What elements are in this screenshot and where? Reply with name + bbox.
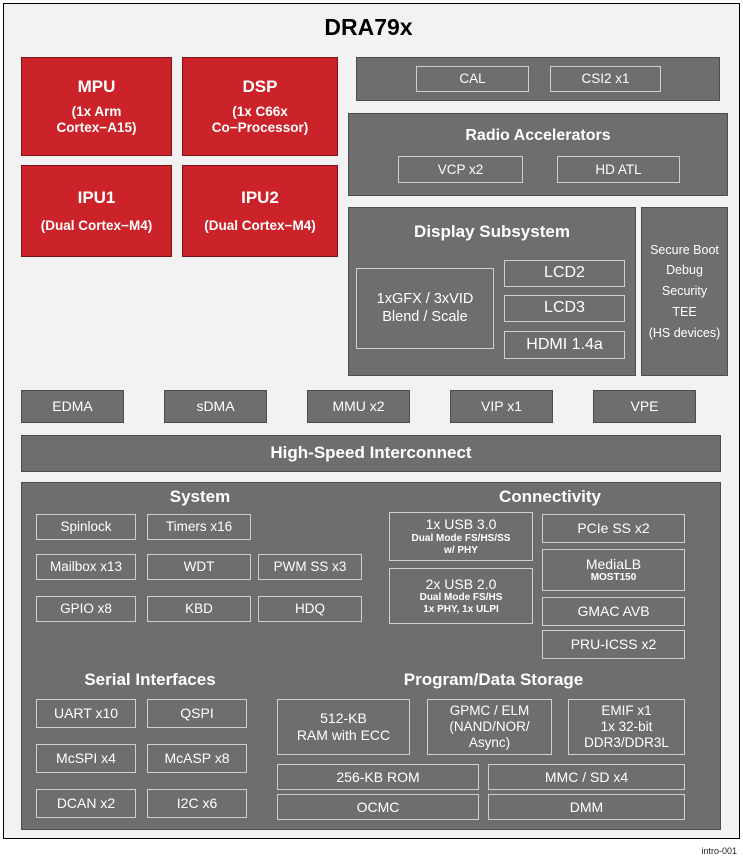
block-mcasp (147, 744, 247, 773)
block-uart (36, 699, 136, 728)
block-medialb (542, 549, 685, 591)
block-ipu2-detail: (Dual Cortex−M4) (204, 218, 316, 234)
block-medialb-line1: MediaLB (585, 555, 642, 572)
block-kbd (147, 596, 251, 622)
block-blend-scale-line2: Blend / Scale (382, 308, 468, 325)
block-sdma-label: sDMA (196, 398, 235, 415)
block-usb3 (389, 512, 533, 561)
figure-id: intro-001 (701, 846, 737, 856)
block-sdma (164, 390, 267, 423)
block-pwm-ss-label: PWM SS x3 (273, 559, 347, 575)
security-line-3: Security (661, 284, 708, 299)
block-ocmc (277, 794, 479, 820)
page-title: DRA79x (324, 14, 413, 40)
block-csi2-label: CSI2 x1 (581, 71, 630, 87)
block-ipu1-detail: (Dual Cortex−M4) (40, 218, 153, 234)
block-vip-label: VIP x1 (481, 398, 522, 415)
group-system-title: System (169, 487, 231, 506)
group-camera (356, 57, 720, 101)
block-pcie (542, 514, 685, 543)
block-vcp (398, 156, 523, 183)
block-vpe-label: VPE (630, 398, 659, 415)
block-rom-label: 256-KB ROM (336, 768, 420, 785)
block-high-speed-interconnect-label: High-Speed Interconnect (270, 443, 472, 463)
block-ipu2-label: IPU2 (241, 188, 279, 208)
block-mailbox-label: Mailbox x13 (49, 559, 123, 575)
group-radio-accelerators-title: Radio Accelerators (465, 127, 611, 144)
block-edma (21, 390, 124, 423)
block-gpmc-line3: Async) (468, 734, 511, 750)
block-usb3-line1: 1x USB 3.0 (425, 516, 497, 533)
block-i2c-label: I2C x6 (176, 795, 218, 812)
block-usb2 (389, 568, 533, 624)
block-mcspi (36, 744, 136, 773)
block-vpe (593, 390, 696, 423)
block-cal (416, 66, 529, 92)
block-usb3-line2: Dual Mode FS/HS/SS (411, 532, 511, 544)
block-gpmc (427, 699, 552, 755)
block-edma-label: EDMA (52, 398, 93, 415)
block-blend-scale (356, 268, 494, 349)
security-line-1: Secure Boot (650, 242, 719, 257)
block-spinlock-label: Spinlock (60, 519, 112, 535)
block-timers-label: Timers x16 (165, 519, 233, 535)
block-hdq (258, 596, 362, 622)
block-usb2-line2: Dual Mode FS/HS (419, 592, 503, 604)
block-lcd3-label: LCD3 (544, 299, 585, 317)
block-gpio-label: GPIO x8 (60, 601, 112, 617)
security-line-2: Debug (666, 263, 703, 278)
block-vip (450, 390, 553, 423)
block-mpu-detail-2: Cortex−A15) (56, 120, 137, 136)
block-spinlock (36, 514, 136, 540)
block-pru-icss (542, 630, 685, 659)
block-emif-line3: DDR3/DDR3L (584, 734, 669, 750)
block-qspi (147, 699, 247, 728)
block-ram-line1: 512-KB (320, 710, 367, 727)
block-qspi-label: QSPI (180, 705, 214, 722)
block-vcp-label: VCP x2 (437, 161, 484, 177)
block-mcspi-label: McSPI x4 (56, 750, 116, 767)
block-ocmc-label: OCMC (356, 798, 400, 815)
group-storage-title: Program/Data Storage (403, 670, 584, 689)
block-mmc-sd-label: MMC / SD x4 (544, 768, 629, 785)
block-high-speed-interconnect (21, 435, 721, 472)
block-lcd2-label: LCD2 (544, 264, 585, 282)
block-dsp-detail-2: Co−Processor) (211, 120, 309, 136)
block-mpu (21, 57, 172, 156)
group-connectivity-title: Connectivity (498, 487, 602, 506)
block-hdq-label: HDQ (295, 601, 325, 617)
block-emif-line1: EMIF x1 (601, 703, 652, 719)
group-serial-title: Serial Interfaces (84, 670, 216, 689)
group-radio-accelerators (348, 113, 728, 196)
block-mpu-detail-1: (1x Arm (71, 104, 122, 120)
block-mpu-label: MPU (77, 77, 116, 97)
block-emif-line2: 1x 32-bit (600, 719, 653, 735)
block-mmc-sd (488, 764, 685, 790)
block-dmm-label: DMM (569, 798, 604, 815)
block-lcd2 (504, 260, 625, 287)
block-usb3-line3: w/ PHY (444, 544, 478, 556)
block-ipu2 (182, 165, 338, 257)
block-usb2-line3: 1x PHY, 1x ULPI (423, 604, 499, 616)
block-dcan (36, 789, 136, 818)
security-line-5: (HS devices) (648, 325, 721, 340)
block-mmu (307, 390, 410, 423)
block-pcie-label: PCIe SS x2 (577, 520, 650, 537)
block-gpmc-line1: GPMC / ELM (449, 703, 530, 719)
block-ram-line2: RAM with ECC (296, 727, 391, 743)
block-dsp (182, 57, 338, 156)
block-mailbox (36, 554, 136, 580)
block-hdmi-label: HDMI 1.4a (526, 335, 603, 353)
block-blend-scale-line1: 1xGFX / 3xVID (376, 291, 474, 308)
block-wdt-label: WDT (183, 559, 215, 575)
block-dsp-detail-1: (1x C66x (232, 104, 288, 120)
block-ipu1 (21, 165, 172, 257)
block-kbd-label: KBD (185, 601, 213, 617)
security-line-4: TEE (672, 304, 697, 319)
block-gpio (36, 596, 136, 622)
block-rom (277, 764, 479, 790)
block-dcan-label: DCAN x2 (56, 795, 116, 812)
block-i2c (147, 789, 247, 818)
block-usb2-line1: 2x USB 2.0 (425, 575, 497, 592)
block-emif (568, 699, 685, 755)
block-ram (277, 699, 410, 755)
block-hdmi (504, 331, 625, 359)
block-hd-atl-label: HD ATL (595, 161, 642, 177)
block-mcasp-label: McASP x8 (164, 750, 230, 767)
block-ipu1-label: IPU1 (77, 188, 116, 208)
block-cal-label: CAL (459, 71, 486, 87)
block-gpmc-line2: (NAND/NOR/ (449, 719, 530, 735)
block-pwm-ss (258, 554, 362, 580)
block-lcd3 (504, 295, 625, 322)
block-gmac-avb (542, 597, 685, 626)
block-medialb-line2: MOST150 (590, 572, 637, 584)
block-dmm (488, 794, 685, 820)
block-timers (147, 514, 251, 540)
block-gmac-avb-label: GMAC AVB (577, 603, 650, 620)
block-uart-label: UART x10 (53, 705, 119, 722)
block-csi2 (550, 66, 661, 92)
group-security (641, 207, 728, 376)
group-display-subsystem-title: Display Subsystem (414, 222, 570, 241)
block-pru-icss-label: PRU-ICSS x2 (570, 636, 657, 653)
block-mmu-label: MMU x2 (332, 398, 385, 415)
block-hd-atl (557, 156, 680, 183)
block-dsp-label: DSP (242, 77, 278, 97)
block-wdt (147, 554, 251, 580)
